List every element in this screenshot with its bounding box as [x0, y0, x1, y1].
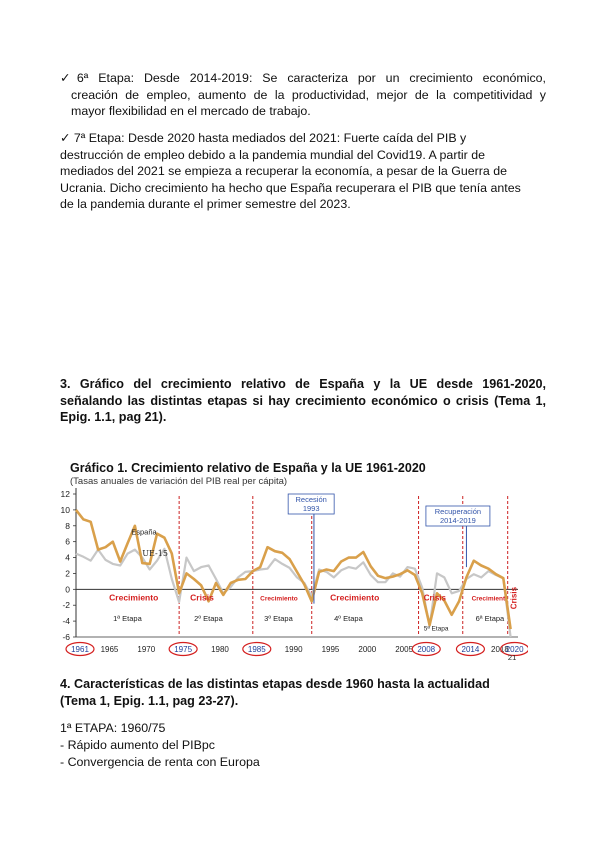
legend-ue15: UE-15 — [142, 548, 168, 558]
x-tick-label: 1961 — [71, 645, 89, 654]
recuperacion-label: Recuperación — [434, 507, 482, 516]
phase-etapa: 1ª Etapa — [113, 614, 142, 624]
etapa6-line-1: ✓6ª Etapa: Desde 2014-2019: Se caracteriza por un crecimiento económico, — [60, 71, 546, 85]
recuperacion-years: 2014-2019 — [439, 516, 476, 525]
y-tick-label: 4 — [65, 552, 70, 563]
y-tick-label: -2 — [62, 600, 70, 611]
recesion-callout — [288, 494, 334, 604]
etapa6-line-2: creación de empleo, aumento de la productividad, mejor de la competitividad y — [71, 87, 546, 102]
growth-chart — [50, 460, 528, 660]
phase-etapa: 5ª Etapa — [423, 625, 449, 633]
chart-annotations — [109, 494, 518, 633]
phase-etapa: 3º Etapa — [264, 614, 293, 624]
y-tick-label: -6 — [62, 632, 70, 642]
corner-label: 21 — [507, 653, 517, 660]
chart-subtitle: (Tasas anuales de variación del PIB real per cápita) — [70, 476, 288, 487]
phase-label: Crecimiento — [330, 592, 380, 603]
etapa1-title: 1ª ETAPA: 1960/75 — [60, 721, 166, 735]
phase-label: Crisis — [190, 592, 214, 603]
legend-espana: España — [131, 527, 157, 537]
x-tick-label: 2020 — [505, 645, 524, 654]
chart-x-ticks — [66, 643, 528, 661]
x-tick-label: 2018 — [491, 645, 509, 654]
x-tick-label: 1965 — [100, 645, 119, 654]
x-tick-label: 1995 — [321, 645, 340, 654]
x-tick-label: 2014 — [461, 645, 480, 654]
question-3-heading: 3. Gráfico del crecimiento relativo de España y la UE desde 1961-2020, señalando las distintas etapas si hay crecimiento económico o crisis (Tema 1, Epig. 1.1, pag 21). — [60, 377, 546, 425]
phase-label: Crecimiento — [109, 592, 159, 603]
phase-etapa: 6ª Etapa — [475, 614, 505, 624]
etapa1-item-1: - Rápido aumento del PIBpc — [60, 738, 215, 752]
phase-label: Crecimient — [471, 595, 506, 603]
y-tick-label: 0 — [65, 584, 70, 595]
question-4-heading: 4. Características de las distintas etapas desde 1960 hasta la actualidad (Tema 1, Epig. 1.1, pag 23-27). — [60, 677, 490, 708]
etapa7-paragraph: ✓ 7ª Etapa: Desde 2020 hasta mediados del 2021: Fuerte caída del PIB y destrucción de empleo debido a la pandemia mundial del Covid19. A partir de mediados del 2021 se empieza a recuperar la economía, a pesar de la Guerra de Ucrania. Dicho crecimiento ha hecho que España recuperara el PIB que tenía antes de la pandemia durante el primer semestre del 2023. — [60, 131, 521, 212]
y-tick-label: 2 — [65, 568, 70, 579]
phase-label: Crecimiento — [260, 595, 298, 603]
y-tick-label: 6 — [65, 536, 70, 547]
etapa1-item-2: - Convergencia de renta con Europa — [60, 755, 260, 769]
x-tick-label: 1970 — [137, 645, 156, 654]
y-tick-label: 12 — [60, 489, 70, 499]
y-tick-label: 8 — [65, 520, 70, 531]
etapa1-list — [60, 720, 260, 771]
x-tick-label: 1990 — [284, 645, 303, 654]
etapa6-paragraph — [60, 70, 546, 120]
recuperacion-callout — [426, 506, 490, 567]
phase-etapa: 2º Etapa — [194, 614, 223, 624]
chart-title: Gráfico 1. Crecimiento relativo de España y la UE 1961-2020 — [70, 461, 426, 475]
crisis-vertical-label: Crisis — [509, 586, 519, 610]
x-tick-label: 2000 — [358, 645, 377, 654]
y-tick-label: 10 — [60, 504, 70, 515]
x-tick-label: 1985 — [247, 645, 266, 654]
x-tick-label: 1980 — [211, 645, 229, 654]
y-tick-label: -4 — [62, 616, 70, 627]
recesion-year: 1993 — [302, 504, 320, 513]
etapa6-line-3: mayor flexibilidad en el mercado de trabajo. — [71, 104, 311, 119]
x-tick-label: 2008 — [417, 645, 436, 654]
recesion-label: Recesión — [295, 495, 327, 504]
x-tick-label: 2005 — [395, 645, 414, 654]
phase-etapa: 4º Etapa — [334, 614, 363, 624]
phase-label: Crisis — [423, 593, 446, 603]
x-tick-label: 1975 — [174, 645, 193, 654]
